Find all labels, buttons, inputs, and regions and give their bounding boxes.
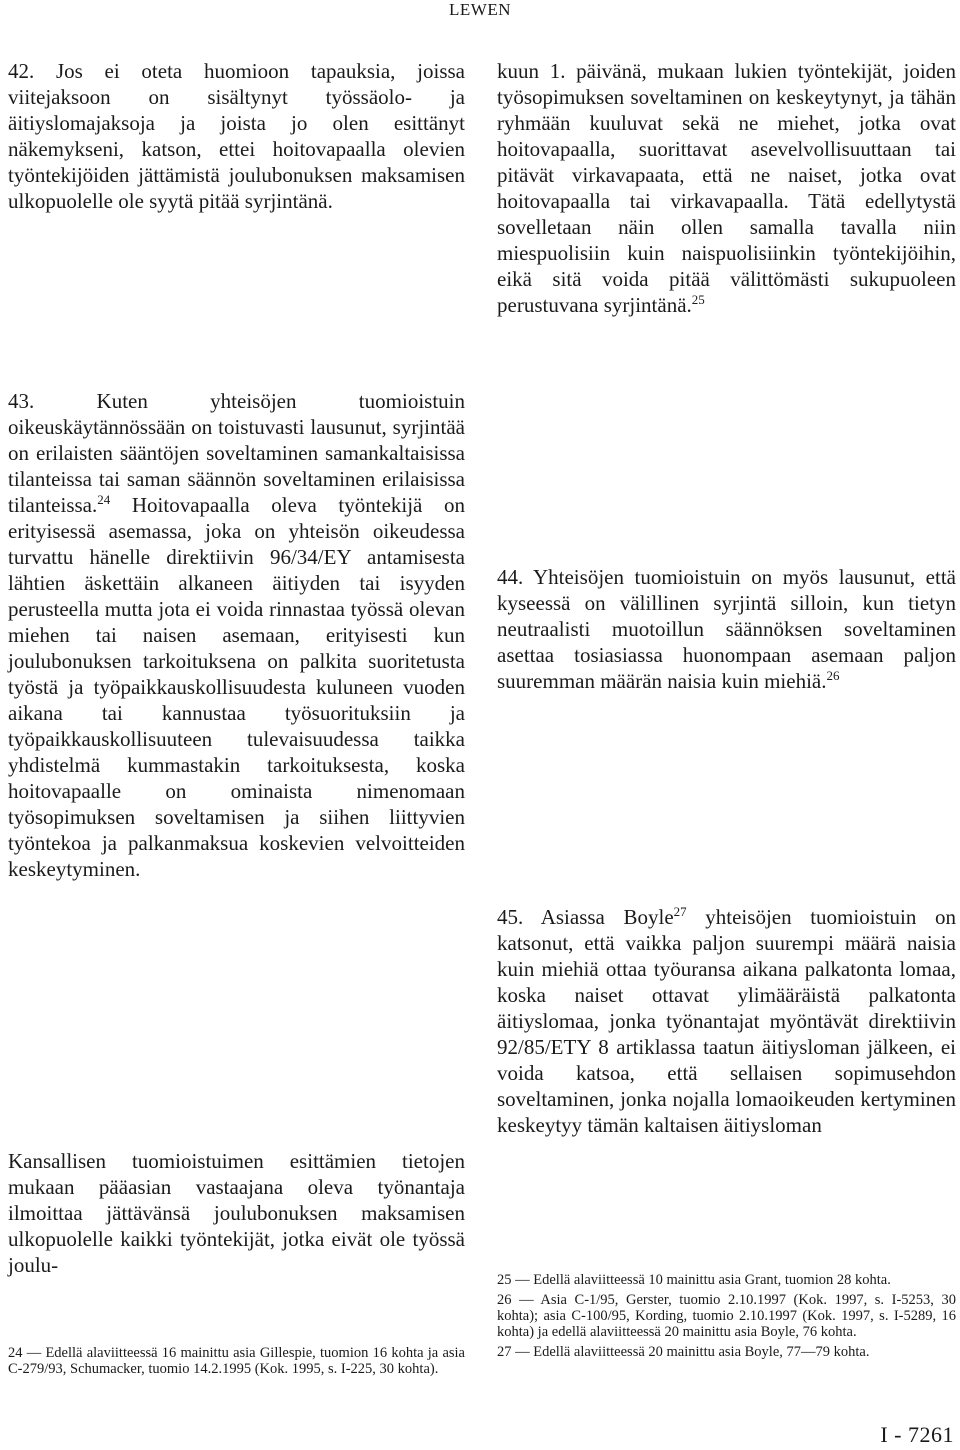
paragraph-42: 42. Jos ei oteta huomioon tapauksia, joissa viitejaksoon on sisältynyt työssäolo- ja äitiyslomajaksoja ja joista jo olen esittänyt näkemykseni, katson, ettei hoitovapaalla olevien työntekijöiden jättämistä joulubonuksen maksamisen ulkopuolelle ole syytä pitää syrjintänä. (8, 59, 465, 213)
footnote-24: 24 — Edellä alaviitteessä 16 mainittu asia Gillespie, tuomion 16 kohta ja asia C-279/93, Schumacker, tuomio 14.2.1995 (Kok. 1995, s. I-225, 30 kohta). (8, 1345, 465, 1377)
paragraph-45-text-b: yhteisöjen tuomioistuin on katsonut, että vaikka paljon suurempi määrä naisia kuin miehiä ottaa työuransa aikana palkatonta lomaa, koska naiset ottavat ylimääräistä palkatonta äitiyslomaa, jonka työnantajat myöntävät direktiivin 92/85/ETY 8 artiklassa taatun äitiysloman jälkeen, ei voida katsoa, että sellaisen sopimusehdon soveltaminen, jonka nojalla lomaoikeuden kertyminen keskeytyy tämän kaltaisen äitiysloman (497, 905, 957, 1137)
footnote-27: 27 — Edellä alaviitteessä 20 mainittu asia Boyle, 77—79 kohta. (497, 1344, 870, 1360)
paragraph-43-text-b: Hoitovapaalla oleva työntekijä on erityisessä asemassa, joka on yhteisön oikeudessa turvattu hänelle direktiivin 96/34/EY antamisesta lähtien äskettäin alkaneen äitiyden tai isyyden perusteella mutta jota ei voida rinnastaa työssä olevan miehen tai naisen asemaan, erityisesti kun joulubonuksen tarkoituksena on palkita suoritetusta työstä ja työpaikkauskollisuudesta kuluneen vuoden aikana tai kannustaa työsuorituksiin ja työpaikkauskollisuuteen tulevaisuudessa taikka yhdistelmä kummastakin tarkoituksesta, koska hoitovapaalle on ominaista nimenomaan työsopimuksen soveltamisen ja siihen liittyvien työntekoa ja palkanmaksua koskevien velvoitteiden keskeytyminen. (8, 493, 466, 881)
footnote-ref-26: 26 (826, 668, 840, 683)
paragraph-44 (497, 564, 956, 694)
footnotes-right (497, 1272, 956, 1364)
footnote-ref-25: 25 (691, 292, 705, 307)
paragraph-43 (8, 388, 465, 882)
footnotes-left (8, 1345, 465, 1381)
paragraph-43-text-a: 43. Kuten yhteisöjen tuomioistuin oikeuskäytännössään on toistuvasti lausunut, syrjintää on erilaisten sääntöjen soveltaminen samankaltaisissa tilanteissa tai saman säännön soveltaminen erilaisissa tilanteissa. (8, 389, 465, 517)
page-header (0, 0, 960, 24)
header-author: LEWEN (449, 0, 511, 19)
page-number: I - 7261 (880, 1422, 954, 1447)
paragraph-continued-text: kuun 1. päivänä, mukaan lukien työntekijät, joiden työsopimuksen soveltaminen on keskeytynyt, ja tähän ryhmään kuuluvat sekä ne miehet, jotka ovat hoitovapaalla, suorittavat asevelvollisuuttaan tai pitävät virkavapaata, että ne naiset, jotka ovat hoitovapaalla tai virkavapaalla. Tätä edellytystä sovelletaan näin ollen samalla tavalla niin miespuolisiin kuin naispuolisiinkin työntekijöihin, eikä sitä voida pitää välittömästi sukupuoleen perustuvana syrjintänä. (497, 59, 956, 317)
paragraph-continued (497, 58, 956, 318)
paragraph-kansallinen: Kansallisen tuomioistuimen esittämien tietojen mukaan pääasian vastaajana oleva työnantaja ilmoittaa jättävänsä joulubonuksen maksamisen ulkopuolelle kaikki työntekijät, jotka eivät ole työssä joulu- (8, 1149, 465, 1277)
footnote-ref-27: 27 (673, 904, 687, 919)
footnote-ref-24: 24 (97, 492, 111, 507)
paragraph-45 (497, 904, 956, 1138)
footnote-26: 26 — Asia C-1/95, Gerster, tuomio 2.10.1997 (Kok. 1997, s. I-5253, 30 kohta); asia C-100/95, Kording, tuomio 2.10.1997 (Kok. 1997, s. I-5289, 16 kohta) ja edellä alaviitteessä 20 mainittu asia Boyle, 76 kohta. (497, 1292, 956, 1340)
paragraph-45-text-a: 45. Asiassa Boyle (497, 905, 674, 929)
paragraph-44-text: 44. Yhteisöjen tuomioistuin on myös lausunut, että kyseessä on välillinen syrjintä silloin, kun tietyn neutraalisti muotoillun säännöksen soveltaminen asettaa tosiasiassa huonompaan asemaan paljon suuremman määrän naisia kuin miehiä. (497, 565, 956, 693)
footnote-25: 25 — Edellä alaviitteessä 10 mainittu asia Grant, tuomion 28 kohta. (497, 1272, 891, 1288)
